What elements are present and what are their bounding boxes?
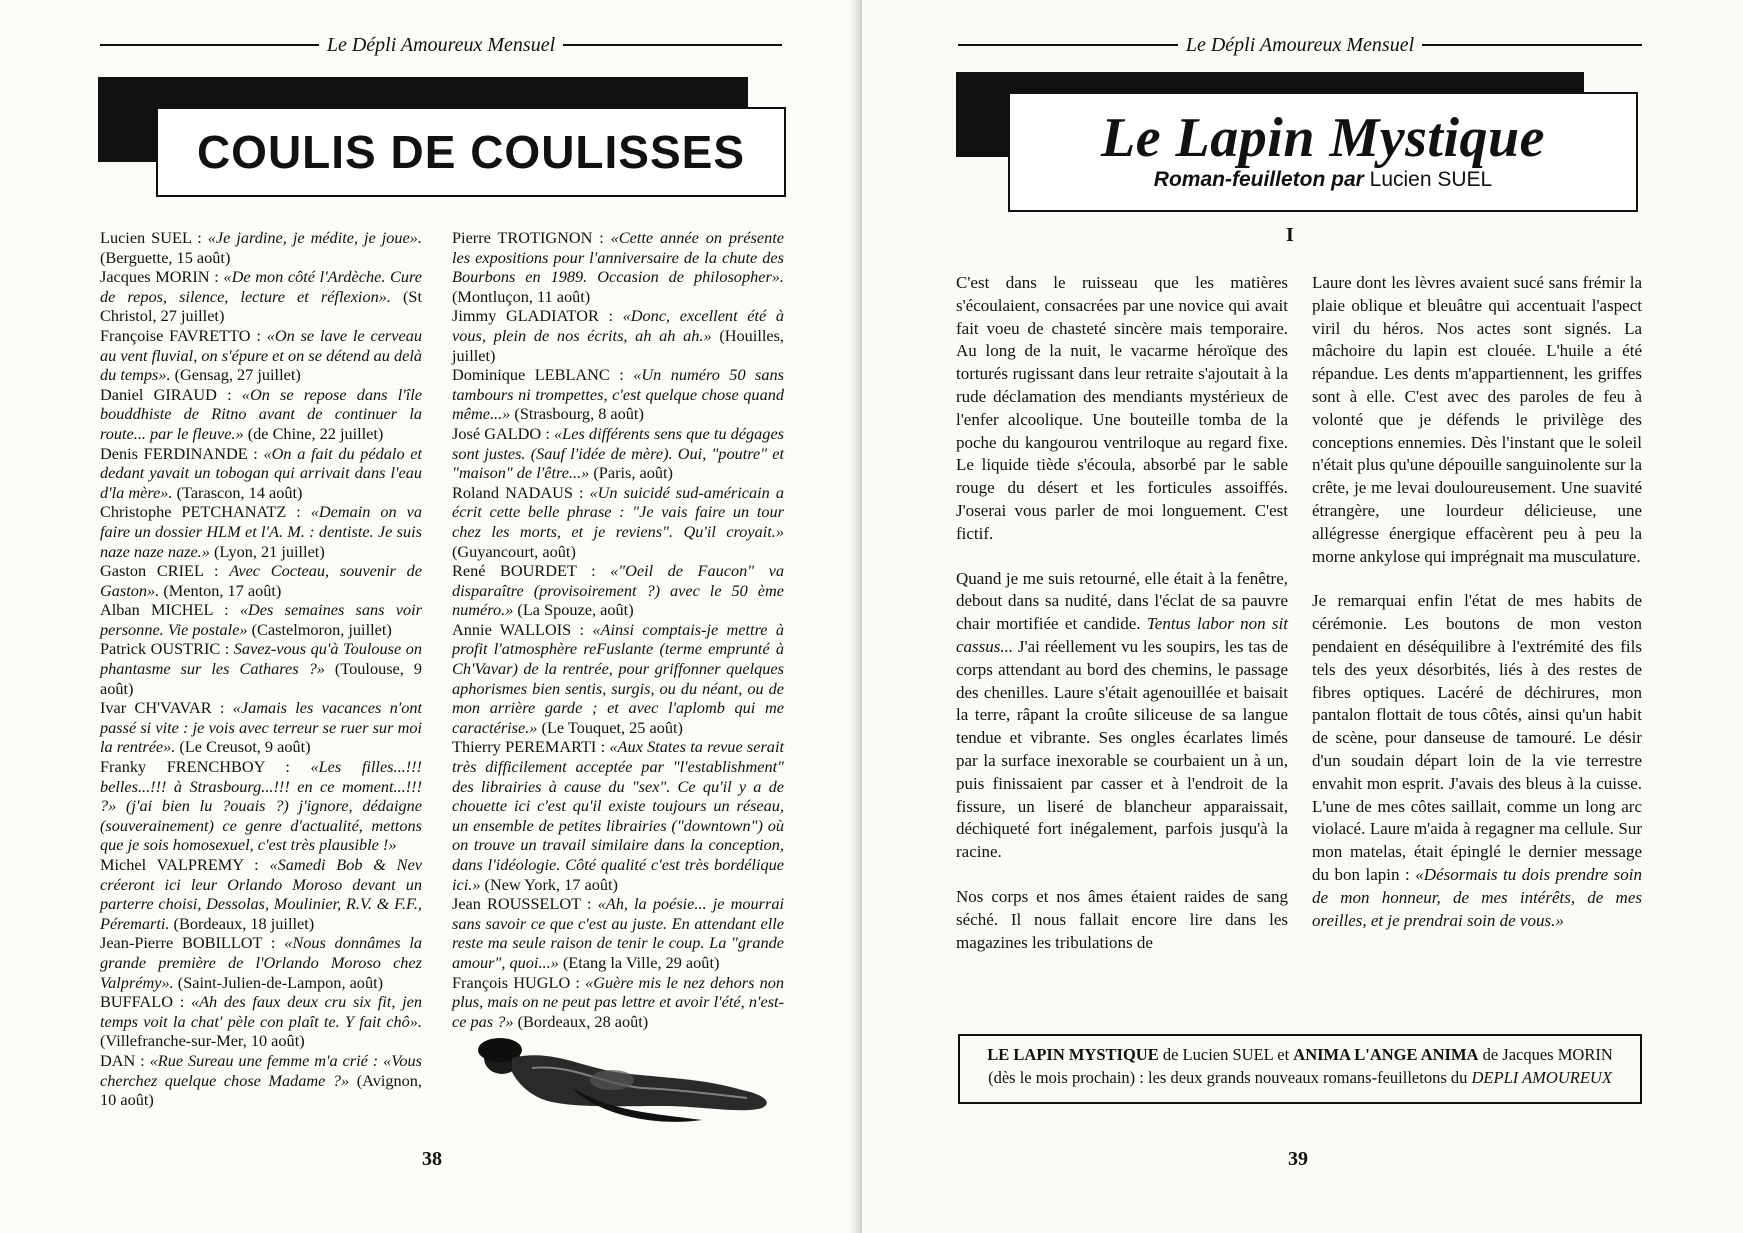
contributor-quote: «Je jardine, je médite, je joue». — [207, 228, 422, 247]
page-title: COULIS DE COULISSES — [196, 126, 746, 178]
contributor-quote: «Guère mis le nez dehors non plus, mais on ne peut pas lettre et avoir l'été, n'est-ce pas ?» — [452, 972, 784, 1031]
contributor-place-date: (Bordeaux, 28 août) — [513, 1011, 649, 1031]
contributor-entry — [100, 444, 422, 503]
header-rule — [1422, 44, 1642, 46]
contributor-name: Roland NADAUS : — [452, 482, 590, 502]
contributor-quote: «Ah, la poésie... je mourrai sans savoir ce que c'est au juste. En attendant elle reste ma seule raison de tenir le coup. La "grande amour", quoi...» — [452, 894, 784, 972]
contributor-place-date: (Le Touquet, 25 août) — [537, 717, 683, 737]
contributor-entry — [452, 365, 784, 424]
title-box — [1008, 92, 1638, 212]
contributor-entry — [100, 600, 422, 639]
contributor-quote: «Aux States ta revue serait très difficilement acceptée par "l'establishment" des librairies à cause du "sex". Ce qu'il y a de chouette ici c'est qu'il existe toujours un réseau, un ensemble de petites librairies ("downtown") où on trouve un travail similaire dans la conception, dans l'idéologie. Côté qualité c'est très bordélique ici.» — [452, 737, 784, 894]
contributor-entry — [100, 639, 422, 698]
running-title: Le Dépli Amoureux Mensuel — [326, 33, 556, 56]
contributor-quote: «De mon côté l'Ardèche. Cure de repos, silence, lecture et réflexion». — [100, 267, 423, 306]
contributor-name: Lucien SUEL : — [100, 228, 208, 247]
page-number: 38 — [422, 1148, 442, 1170]
contributor-entry — [100, 757, 422, 855]
contributor-entry — [452, 737, 784, 894]
contributor-quote: «Ah des faux deux cru six fit, jen temps voit la chat' pèle con plaît te. Y fait chô». — [100, 992, 422, 1031]
contributor-name: Pierre TROTIGNON : — [452, 228, 611, 247]
contributor-name: DAN : — [100, 1050, 150, 1070]
story-paragraph — [956, 568, 1288, 864]
contributor-entry — [100, 1051, 422, 1110]
announcement-line-2 — [970, 1066, 1630, 1089]
contributor-entry — [452, 306, 784, 365]
contributor-name: Dominique LEBLANC : — [452, 365, 634, 385]
contributor-quote: «Samedi Bob & Nev créeront ici leur Orlando Moroso devant un parterre choisi, Dessolas, Moulinier, R.V. & F.F., Péremarti. — [100, 855, 422, 933]
contributor-name: Ivar CH'VAVAR : — [100, 698, 233, 718]
contributor-entry — [452, 561, 784, 620]
paragraph-italic: «Désormais tu dois prendre soin de mon honneur, de mes intérêts, de mes oreilles, et je prendrai soin de vous.» — [1312, 864, 1642, 930]
contributor-place-date: (Villefranche-sur-Mer, 10 août) — [100, 1031, 305, 1051]
header-rule — [100, 44, 319, 46]
contributor-place-date: (Toulouse, 9 août) — [100, 659, 423, 698]
contributor-name: Jean ROUSSELOT : — [452, 894, 598, 914]
page-number: 39 — [1288, 1148, 1308, 1170]
paragraph-text: Je remarquai enfin l'état de mes habits de cérémonie. Les boutons de mon veston pendaient en déséquilibre à l'extrémité des fils tels des yeux désorbités, liés à des restes de fibres optiques. Lacéré de déchirures, mon pantalon flottait de tous côtés, ainsi qu'un habit de scène, pour danseuse de tamouré. Le désir d'un soudain départ loin de la vie terrestre envahit mon esprit. J'avais des bleus à la cuisse. L'une de mes côtes saillait, comme un long arc violacé. Laure m'aida à regagner ma cellule. Sur mon matelas, était épinglé le dernier message du bon lapin : — [1312, 591, 1642, 884]
column-b — [452, 228, 784, 1031]
contributor-place-date: (Avignon, 10 août) — [100, 1070, 422, 1110]
contributor-name: Jacques MORIN : — [100, 267, 224, 287]
column-a — [100, 228, 422, 1110]
header-rule — [958, 44, 1178, 46]
contributor-place-date: (Montluçon, 11 août) — [452, 286, 591, 306]
contributor-place-date: (Guyancourt, août) — [452, 541, 576, 561]
contributor-quote: «On a fait du pédalo et dedant yavait un tobogan qui arrivait dans l'eau d'la mère». — [100, 443, 423, 502]
paragraph-text: C'est dans le ruisseau que les matières s'écoulaient, consacrées par une novice qui avait fait voeu de chasteté sincère mais temporaire. Au long de la nuit, le vacarme héroïque des torturés rugissant dans leur retraite s'ajoutait à la rude déclamation des mendiants mystérieux de l'enfer alcoolique. Une bouteille tomba de la poche du kangourou ventriloque au regard fixe. Le liquide tiède s'écoula, absorbé par le sable rouge du désert et les forticules assoiffés. J'oserai vous parler de moi longuement. C'est fictif. — [956, 273, 1288, 543]
contributor-name: Jimmy GLADIATOR : — [452, 306, 623, 326]
contributor-quote: «Jamais les vacances n'ont passé si vite : je vois avec terreur se ruer sur moi la rentrée». — [100, 698, 422, 757]
contributor-entry — [100, 267, 422, 326]
contributor-quote: «Ainsi comptais-je mettre à profit l'atmosphère reFuslante (terme emprunté à Ch'Vavar) de la rentrée, pour griffonner quelques aphorismes bien sentis, surgis, ou du néant, ou de mon arrière garde ; et avec l'aplomb qui me caractérise.» — [452, 619, 784, 737]
contributor-entry — [452, 228, 784, 306]
story-column-b — [1312, 272, 1642, 954]
contributor-place-date: (Paris, août) — [589, 463, 673, 483]
paragraph-text: J'ai réellement vu les soupirs, les tas de corps attendant au bord des chemins, le passage des chenilles. Laure s'était agenouillée et baisait la terre, râpant la croûte siliceuse de sa langue tendue et vibrante. Ses ongles écarlates limés par la surface inexorable se courbaient un à un, puis finissaient par casser et à l'endroit de la fissure, un liseré de blancheur apparaissait, déchiqueté fort inégalement, parfois jusqu'à la racine. — [956, 636, 1288, 862]
contributor-quote: «On se repose dans l'île bouddhiste de Ritno avant de continuer la route... par le fleuve.» — [100, 384, 422, 443]
contributor-place-date: (Le Creusot, 9 août) — [175, 737, 311, 757]
title-box — [156, 107, 786, 197]
magazine-name: DEPLI AMOUREUX — [1471, 1068, 1612, 1087]
story-column-a — [956, 272, 1288, 976]
contributor-entry — [452, 424, 784, 483]
contributor-name: Franky FRENCHBOY : — [100, 757, 311, 777]
contributor-quote: «Demain on va faire un dossier HLM et l'A. M. : dentiste. Je suis naze naze naze.» — [100, 502, 423, 561]
contributor-place-date: (Lyon, 21 juillet) — [209, 541, 325, 561]
announcement-text: (dès le mois prochain) : les deux grands nouveaux romans-feuilletons du — [988, 1068, 1472, 1087]
contributor-name: Annie WALLOIS : — [452, 619, 593, 639]
contributor-name: Michel VALPREMY : — [100, 855, 270, 874]
right-page — [862, 0, 1743, 1233]
contributor-name: René BOURDET : — [452, 561, 611, 581]
story-paragraph — [956, 886, 1288, 954]
paragraph-text: Nos corps et nos âmes étaient raides de sang séché. Il nous fallait encore lire dans les magazines les tribulations de — [956, 886, 1288, 952]
contributor-quote: «"Oeil de Faucon" va disparaître (provisoirement ?) avec le 50 ème numéro.» — [452, 561, 784, 620]
contributor-place-date: (de Chine, 22 juillet) — [243, 423, 384, 443]
story-paragraph — [1312, 272, 1642, 568]
contributor-name: BUFFALO : — [100, 992, 191, 1012]
running-title: Le Dépli Amoureux Mensuel — [1185, 33, 1415, 56]
contributor-entry — [452, 483, 784, 561]
contributor-name: Alban MICHEL : — [100, 600, 240, 620]
contributor-name: Patrick OUSTRIC : — [100, 639, 234, 659]
contributor-quote: «Des semaines sans voir personne. Vie postale» — [100, 600, 422, 639]
announcement-box — [958, 1034, 1642, 1104]
contributor-place-date: (St Christol, 27 juillet) — [100, 286, 422, 326]
contributor-quote: «Un numéro 50 sans tambours ni trompettes, c'est quelque chose quand même...» — [452, 365, 784, 424]
contributor-name: Thierry PEREMARTI : — [452, 737, 610, 757]
chapter-number: I — [1286, 224, 1294, 246]
contributor-name: José GALDO : — [452, 423, 555, 443]
announcement-title-2: ANIMA L'ANGE ANIMA — [1293, 1045, 1479, 1064]
contributor-entry — [100, 855, 422, 933]
story-subtitle — [1010, 168, 1636, 192]
contributor-place-date: (Houilles, juillet) — [452, 325, 785, 365]
contributor-name: Denis FERDINANDE : — [100, 443, 264, 463]
subtitle-author: Lucien SUEL — [1369, 168, 1493, 191]
contributor-entry — [100, 228, 422, 267]
story-title: Le Lapin Mystique — [1100, 107, 1546, 169]
contributor-entry — [100, 992, 422, 1051]
contributor-place-date: (Berguette, 15 août) — [100, 247, 231, 267]
announcement-title-1: LE LAPIN MYSTIQUE — [987, 1045, 1159, 1064]
contributor-place-date: (Bordeaux, 18 juillet) — [169, 913, 315, 933]
contributor-quote: «Les filles...!!! belles...!!! à Strasbourg...!!! en ce moment...!!! ?» (j'ai bien lu ?ouais ?) j'ignore, dédaigne (souverainement) ce genre d'actualité, mettons que je sois homosexuel, c'est très plausible !» — [100, 757, 422, 855]
paragraph-text: Quand je me suis retourné, elle était à la fenêtre, debout dans sa nudité, dans l'éclat de sa pauvre chair mortifiée et candide. — [956, 568, 1288, 634]
running-header-right — [958, 34, 1642, 56]
paragraph-italic: Tentus labor non sit cassus... — [956, 614, 1288, 656]
contributor-name: Françoise FAVRETTO : — [100, 325, 267, 345]
contributor-quote: «Nous donnâmes la grande première de l'Orlando Moroso chez Valprémy». — [100, 933, 422, 992]
announcement-part-2: de Jacques MORIN — [1478, 1045, 1613, 1064]
contributor-quote: «Cette année on présente les expositions pour l'anniversaire de la chute des Bourbons en 1989. Occasion de philosopher». — [452, 228, 784, 287]
contributor-quote: «Rue Sureau une femme m'a crié : «Vous cherchez quelque chose Madame ?» — [100, 1050, 422, 1090]
contributor-name: Christophe PETCHANATZ : — [100, 502, 311, 522]
story-paragraph — [1312, 590, 1642, 932]
contributor-quote: «On se lave le cerveau au vent fluvial, on s'épure et on se détend au delà du temps». — [100, 325, 422, 385]
contributor-entry — [452, 973, 784, 1032]
contributor-place-date: (Etang la Ville, 29 août) — [558, 952, 720, 972]
contributor-entry — [100, 385, 422, 444]
contributor-quote: Avec Cocteau, souvenir de Gaston». — [100, 561, 422, 600]
contributor-entry — [100, 561, 422, 600]
contributor-entry — [100, 502, 422, 561]
contributor-place-date: (Strasbourg, 8 août) — [510, 404, 644, 424]
contributor-entry — [100, 933, 422, 992]
contributor-place-date: (Menton, 17 août) — [159, 580, 282, 600]
paragraph-text: Laure dont les lèvres avaient sucé sans frémir la plaie oblique et bleuâtre qui accentuait l'aspect viril du héros. Nos actes sont signés. La mâchoire du lapin est clouée. L'huile a été répandue. Les dents m'appartiennent, les griffes sont à elle. C'est avec des paroles de feu à volonté que je défends le privilège des conceptions ennemies. Dès l'instant que le soleil n'était plus qu'une dépouille sanguinolente sur la crête, je me levai douloureusement. Une suavité étrangère, une lourdeur délicieuse, une allégresse énergique effacèrent peu à peu la morne ankylose qui imprégnait ma musculature. — [1312, 273, 1642, 566]
contributor-place-date: (Castelmoron, juillet) — [247, 619, 392, 639]
contributor-quote: Savez-vous qu'à Toulouse on phantasme sur les Cathares ?» — [100, 639, 422, 679]
subtitle-prefix: Roman-feuilleton par — [1153, 168, 1370, 191]
contributor-entry — [452, 894, 784, 972]
left-page — [0, 0, 862, 1233]
contributor-name: Daniel GIRAUD : — [100, 384, 242, 404]
contributor-place-date: (Saint-Julien-de-Lampon, août) — [173, 972, 384, 992]
running-header-left — [100, 34, 782, 56]
contributor-name: Jean-Pierre BOBILLOT : — [100, 933, 285, 953]
contributor-place-date: (La Spouze, août) — [513, 600, 634, 620]
contributor-place-date: (Tarascon, 14 août) — [172, 482, 303, 502]
story-paragraph — [956, 272, 1288, 546]
contributor-entry — [100, 698, 422, 757]
contributor-place-date: (Gensag, 27 juillet) — [170, 365, 301, 385]
contributor-name: Gaston CRIEL : — [100, 561, 230, 581]
header-rule — [563, 44, 782, 46]
contributor-quote: «Les différents sens que tu dégages sont justes. (Sauf l'idée de mère). Oui, "poutre" et "maison" de l'être...» — [452, 423, 785, 483]
reclining-figure-image — [462, 1028, 782, 1128]
contributor-entry — [452, 620, 784, 738]
contributor-place-date: (New York, 17 août) — [480, 874, 618, 894]
contributor-name: François HUGLO : — [452, 972, 586, 992]
contributor-entry — [100, 326, 422, 385]
announcement-part-1: de Lucien SUEL et — [1158, 1045, 1294, 1064]
contributor-quote: «Un suicidé sud-américain a écrit cette belle phrase : "Je vais faire un tour chez les morts, et je reviens". Qu'il croyait.» — [452, 482, 784, 541]
contributor-quote: «Donc, excellent été à vous, plein de nos écrits, ah ah ah.» — [452, 306, 784, 345]
announcement-line-1 — [970, 1043, 1630, 1066]
